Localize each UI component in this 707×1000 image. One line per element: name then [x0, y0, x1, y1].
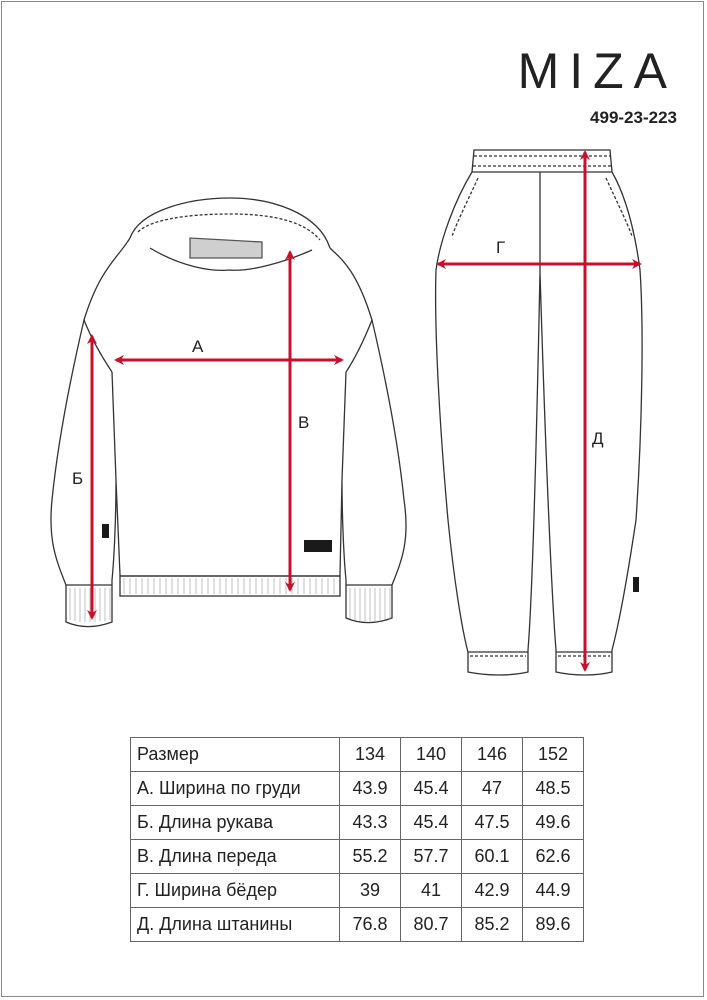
- label-b: Б: [72, 469, 84, 488]
- header-size-140: 140: [401, 738, 462, 772]
- label-d: Д: [592, 429, 604, 448]
- row-name: Г. Ширина бёдер: [131, 874, 340, 908]
- article-number: 499-23-223: [590, 108, 677, 127]
- cell-value: 48.5: [523, 772, 584, 806]
- table-row: [131, 840, 584, 874]
- header-size-146: 146: [462, 738, 523, 772]
- cell-value: 47: [462, 772, 523, 806]
- cell-value: 39: [340, 874, 401, 908]
- cell-value: 47.5: [462, 806, 523, 840]
- cell-value: 45.4: [401, 772, 462, 806]
- header-size-152: 152: [523, 738, 584, 772]
- label-a: А: [192, 337, 204, 356]
- cell-value: 49.6: [523, 806, 584, 840]
- row-name: Б. Длина рукава: [131, 806, 340, 840]
- cell-value: 80.7: [401, 908, 462, 942]
- cell-value: 44.9: [523, 874, 584, 908]
- cell-value: 62.6: [523, 840, 584, 874]
- hoodie-sketch: [51, 198, 406, 627]
- cell-value: 57.7: [401, 840, 462, 874]
- label-g: Г: [496, 238, 506, 257]
- size-chart-table: [130, 737, 584, 942]
- cell-value: 45.4: [401, 806, 462, 840]
- cell-value: 43.9: [340, 772, 401, 806]
- header-size-label: Размер: [131, 738, 340, 772]
- table-row: [131, 772, 584, 806]
- cell-value: 60.1: [462, 840, 523, 874]
- cell-value: 85.2: [462, 908, 523, 942]
- label-v: В: [298, 413, 310, 432]
- row-name: А. Ширина по груди: [131, 772, 340, 806]
- table-row: [131, 874, 584, 908]
- header-size-134: 134: [340, 738, 401, 772]
- pants-tab: [633, 577, 639, 592]
- table-header-row: [131, 738, 584, 772]
- sleeve-tab: [102, 524, 109, 538]
- cell-value: 42.9: [462, 874, 523, 908]
- hoodie-label-patch: [304, 540, 332, 552]
- row-name: Д. Длина штанины: [131, 908, 340, 942]
- cell-value: 43.3: [340, 806, 401, 840]
- table-row: [131, 806, 584, 840]
- brand-logo: MIZA: [517, 43, 677, 99]
- cell-value: 41: [401, 874, 462, 908]
- cell-value: 89.6: [523, 908, 584, 942]
- cell-value: 76.8: [340, 908, 401, 942]
- table-row: [131, 908, 584, 942]
- cell-value: 55.2: [340, 840, 401, 874]
- row-name: В. Длина переда: [131, 840, 340, 874]
- pants-sketch: [436, 150, 642, 675]
